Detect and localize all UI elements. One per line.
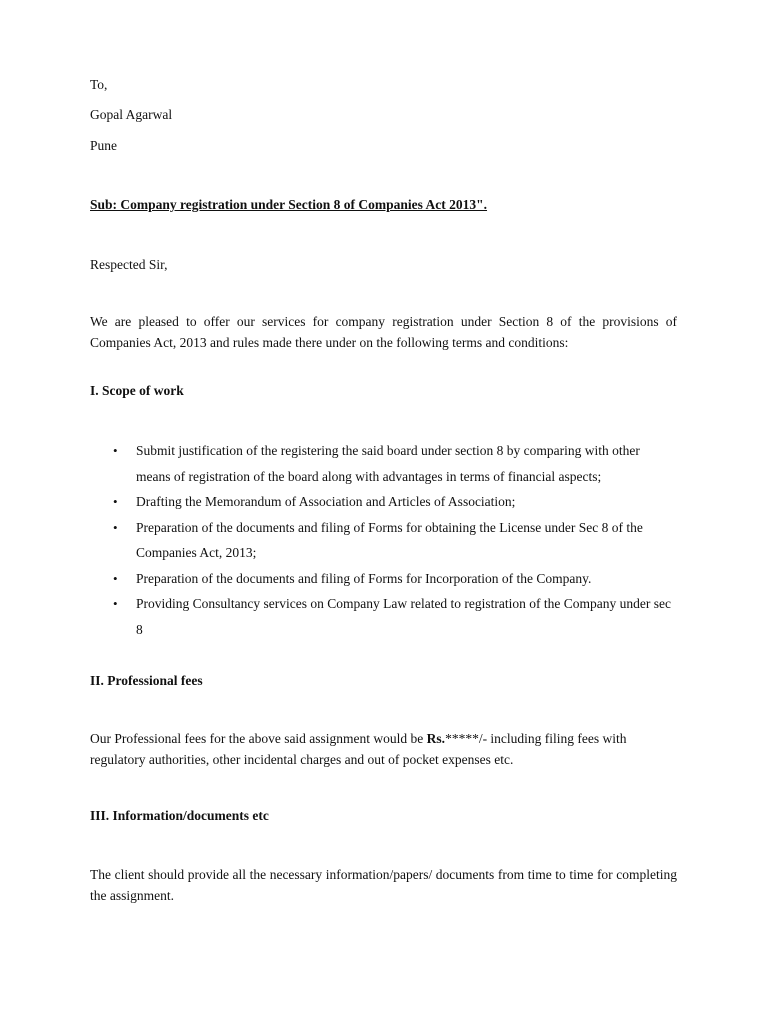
scope-list <box>0 438 768 642</box>
information-paragraph: The client should provide all the necessary information/papers/ documents from time to time for completing the assignment. <box>90 867 677 903</box>
bullet-icon: • <box>113 443 118 458</box>
bullet-icon: • <box>113 519 118 535</box>
information-heading: III. Information/documents etc <box>90 808 269 823</box>
recipient-city: Pune <box>90 138 117 153</box>
bullet-icon: • <box>113 494 118 509</box>
bullet-icon: • <box>113 596 118 611</box>
fees-text-before: Our Professional fees for the above said assignment would be <box>90 731 427 746</box>
list-item-text: Drafting the Memorandum of Association and Articles of Association; <box>136 494 516 509</box>
list-item-text: Submit justification of the registering the said board under section 8 by comparing with other means of registration of the board along with advantages in terms of financial aspects; <box>136 443 640 484</box>
scope-heading: I. Scope of work <box>90 383 184 398</box>
list-item <box>0 489 676 515</box>
recipient-name: Gopal Agarwal <box>90 107 173 122</box>
bullet-icon: • <box>113 570 118 586</box>
list-item-text: Providing Consultancy services on Company Law related to registration of the Company under sec 8 <box>136 596 672 637</box>
list-item-text: Preparation of the documents and filing of Forms for Incorporation of the Company. <box>136 570 592 586</box>
fees-paragraph <box>90 728 650 770</box>
list-item <box>0 566 676 592</box>
subject-line: Sub: Company registration under Section 8 of Companies Act 2013". <box>90 197 488 212</box>
fees-amount: Rs. <box>426 731 446 746</box>
fees-heading: II. Professional fees <box>90 673 203 688</box>
intro-paragraph: We are pleased to offer our services for company registration under Section 8 of the provisions of Companies Act, 2013 and rules made there under on the following terms and conditions: <box>90 314 677 350</box>
to-label: To, <box>90 77 108 92</box>
list-item <box>0 591 676 642</box>
list-item <box>0 515 676 566</box>
list-item <box>0 438 676 489</box>
salutation: Respected Sir, <box>90 257 168 272</box>
list-item-text: Preparation of the documents and filing of Forms for obtaining the License under Sec 8 of the Companies Act, 2013; <box>136 519 643 560</box>
fees-text-after: *****/- including filing fees with regulatory authorities, other incidental charges and out of pocket expenses etc. <box>90 731 627 767</box>
